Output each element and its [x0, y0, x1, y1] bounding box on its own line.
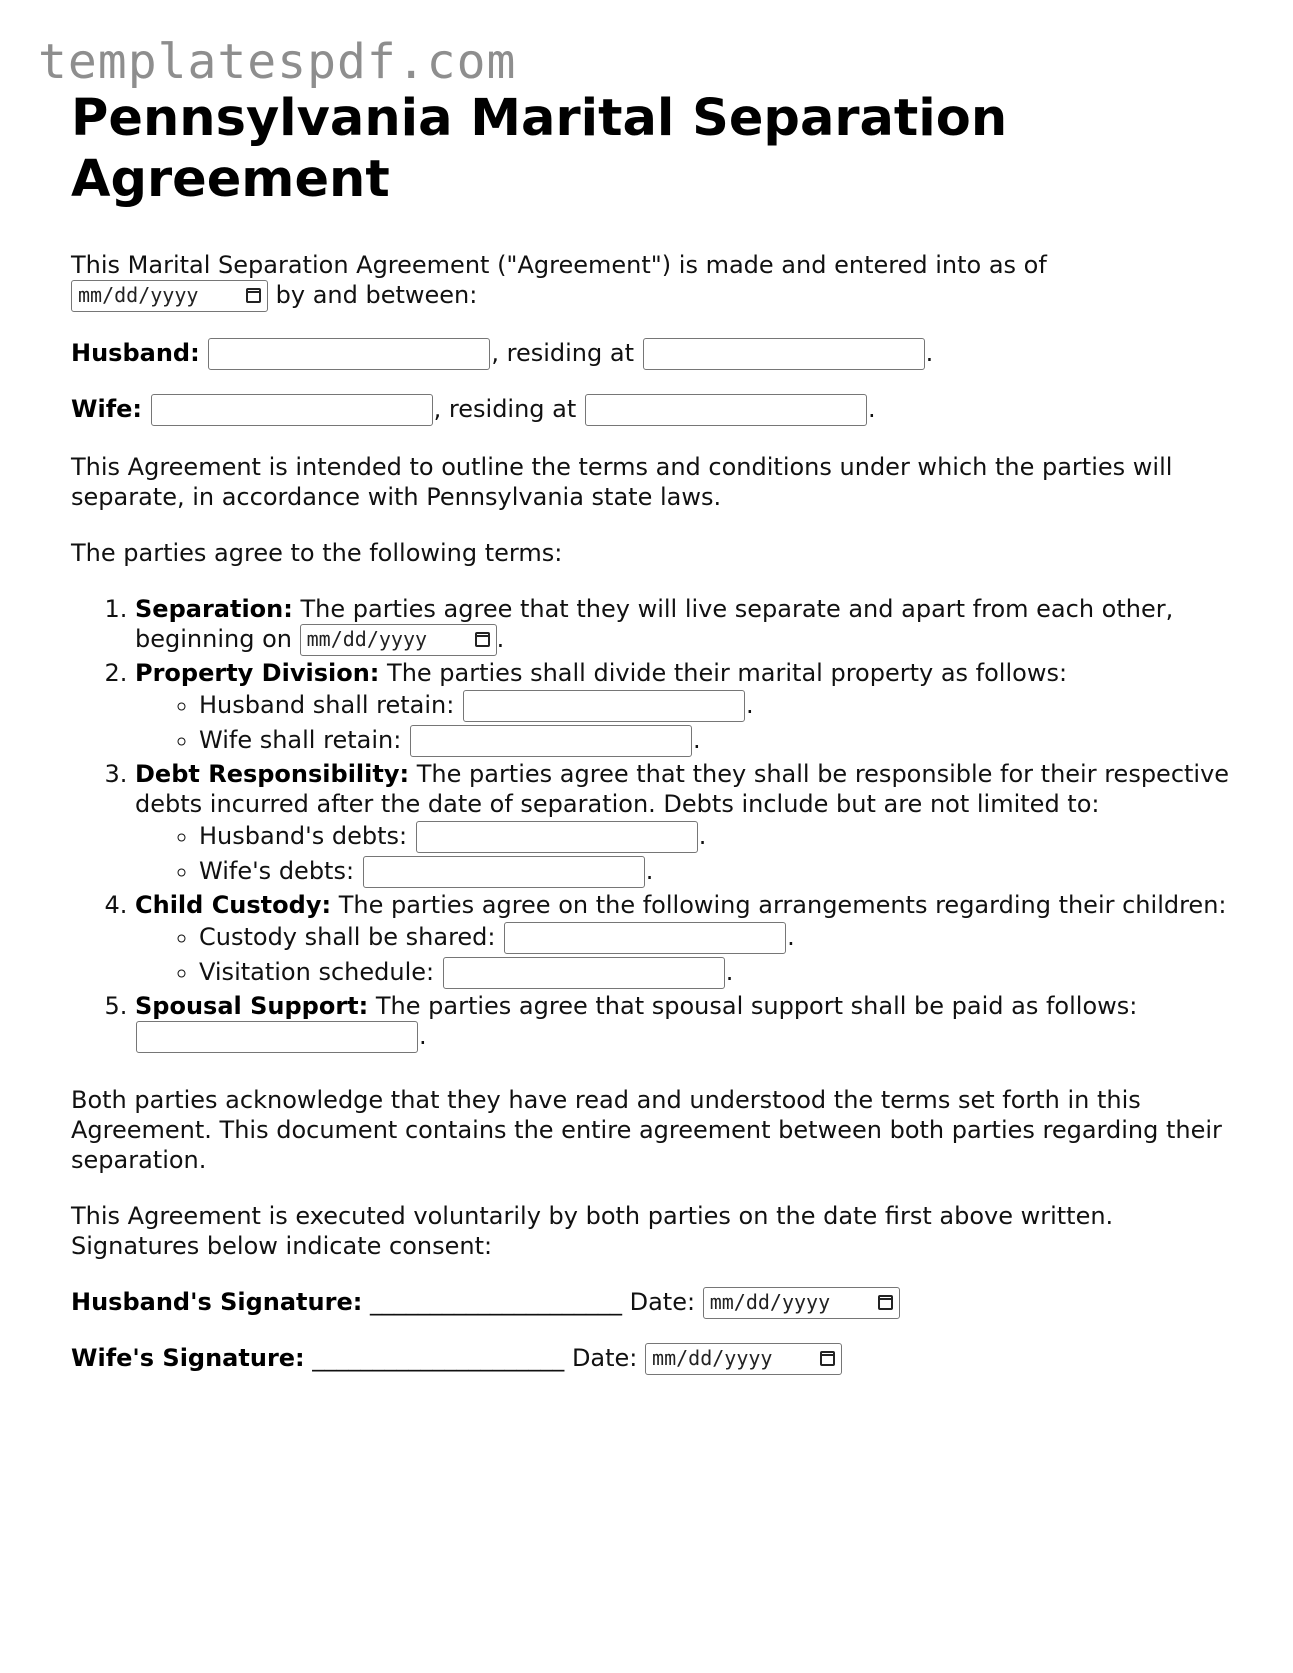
- signature-blank[interactable]: _____________________: [369, 1288, 622, 1316]
- period: .: [746, 691, 754, 719]
- term-heading: Spousal Support:: [135, 992, 369, 1020]
- calendar-icon[interactable]: [475, 632, 490, 647]
- wife-name-input[interactable]: [151, 394, 433, 426]
- term-text: The parties agree that they will live separate and apart from each other, beginning on: [135, 595, 1174, 653]
- term-support: [135, 991, 1231, 1053]
- husband-signature-date-input[interactable]: [703, 1287, 900, 1319]
- term-debt: [135, 759, 1231, 888]
- debt-list: [135, 821, 1231, 888]
- husband-name-input[interactable]: [208, 338, 490, 370]
- wife-line: [71, 394, 1231, 426]
- date-placeholder: mm/dd/yyyy: [652, 1346, 773, 1370]
- intro-paragraph: [71, 250, 1231, 312]
- term-text: The parties shall divide their marital property as follows:: [387, 659, 1068, 687]
- date-placeholder: mm/dd/yyyy: [306, 627, 428, 651]
- husband-debts-label: Husband's debts:: [199, 822, 408, 850]
- wife-label: Wife:: [71, 395, 143, 423]
- calendar-icon[interactable]: [820, 1351, 835, 1366]
- visitation-input[interactable]: [443, 957, 725, 989]
- term-property: [135, 658, 1231, 757]
- husband-label: Husband:: [71, 339, 200, 367]
- intro-text: This Marital Separation Agreement ("Agreement") is made and entered into as of: [71, 251, 1047, 279]
- term-text: The parties agree on the following arrangements regarding their children:: [338, 891, 1227, 919]
- period: .: [645, 857, 654, 885]
- husband-retain-input[interactable]: [463, 690, 745, 722]
- term-text: The parties agree that they shall be responsible for their respective debts incurred after the date of separation. Debts include but are not limited to:: [135, 760, 1230, 818]
- residing-text: , residing at: [433, 395, 577, 423]
- term-custody: [135, 890, 1231, 989]
- list-item: [199, 725, 1231, 757]
- signature-blank[interactable]: _____________________: [312, 1344, 565, 1372]
- period: .: [787, 923, 795, 951]
- watermark: templatespdf.com: [38, 34, 517, 90]
- date-label: Date:: [571, 1344, 638, 1372]
- wife-signature-label: Wife's Signature:: [71, 1344, 305, 1372]
- term-heading: Separation:: [135, 595, 293, 623]
- period: .: [419, 1022, 427, 1050]
- terms-list: [71, 594, 1231, 1053]
- wife-address-input[interactable]: [585, 394, 867, 426]
- term-text: The parties agree that spousal support shall be paid as follows:: [375, 992, 1138, 1020]
- intro-between: by and between:: [275, 281, 478, 309]
- custody-list: [135, 922, 1231, 989]
- agreement-date-input[interactable]: [71, 280, 268, 312]
- list-item: [199, 922, 1231, 954]
- purpose-paragraph: This Agreement is intended to outline the terms and conditions under which the parties will separate, in accordance with Pennsylvania state laws.: [71, 453, 1173, 511]
- property-list: [135, 690, 1231, 757]
- wife-signature-date-input[interactable]: [645, 1343, 842, 1375]
- residing-text: , residing at: [491, 339, 634, 367]
- date-placeholder: mm/dd/yyyy: [78, 283, 199, 307]
- period: .: [698, 822, 707, 850]
- list-item: [199, 821, 1231, 853]
- husband-signature-label: Husband's Signature:: [71, 1288, 363, 1316]
- execution-paragraph: This Agreement is executed voluntarily by both parties on the date first above written. Signatures below indicate consent:: [71, 1202, 1114, 1260]
- husband-signature-line: [71, 1287, 1231, 1319]
- date-placeholder: mm/dd/yyyy: [709, 1290, 831, 1314]
- husband-retain-label: Husband shall retain:: [199, 691, 455, 719]
- visitation-label: Visitation schedule:: [199, 958, 435, 986]
- period: .: [496, 625, 505, 653]
- custody-shared-input[interactable]: [504, 922, 786, 954]
- terms-intro: The parties agree to the following terms:: [71, 539, 563, 567]
- period: .: [867, 395, 876, 423]
- husband-address-input[interactable]: [643, 338, 925, 370]
- term-heading: Child Custody:: [135, 891, 332, 919]
- list-item: [199, 856, 1231, 888]
- agreement-document: [71, 88, 1231, 1375]
- calendar-icon[interactable]: [246, 288, 261, 303]
- wife-signature-line: [71, 1343, 1231, 1375]
- term-heading: Property Division:: [135, 659, 380, 687]
- wife-debts-input[interactable]: [363, 856, 645, 888]
- acknowledgement-paragraph: Both parties acknowledge that they have read and understood the terms set forth in this Agreement. This document contains the entire agreement between both parties regarding their separation.: [71, 1086, 1222, 1174]
- husband-line: [71, 338, 1231, 370]
- period: .: [692, 726, 701, 754]
- period: .: [925, 339, 934, 367]
- period: .: [725, 958, 734, 986]
- spousal-support-input[interactable]: [136, 1021, 418, 1053]
- wife-debts-label: Wife's debts:: [199, 857, 355, 885]
- calendar-icon[interactable]: [878, 1295, 893, 1310]
- page-title: Pennsylvania Marital Separation Agreement: [71, 89, 1008, 209]
- list-item: [199, 690, 1231, 722]
- husband-debts-input[interactable]: [416, 821, 698, 853]
- separation-date-input[interactable]: [300, 624, 497, 656]
- term-separation: [135, 594, 1231, 656]
- custody-shared-label: Custody shall be shared:: [199, 923, 496, 951]
- date-label: Date:: [629, 1288, 696, 1316]
- wife-retain-input[interactable]: [410, 725, 692, 757]
- term-heading: Debt Responsibility:: [135, 760, 410, 788]
- wife-retain-label: Wife shall retain:: [199, 726, 402, 754]
- list-item: [199, 957, 1231, 989]
